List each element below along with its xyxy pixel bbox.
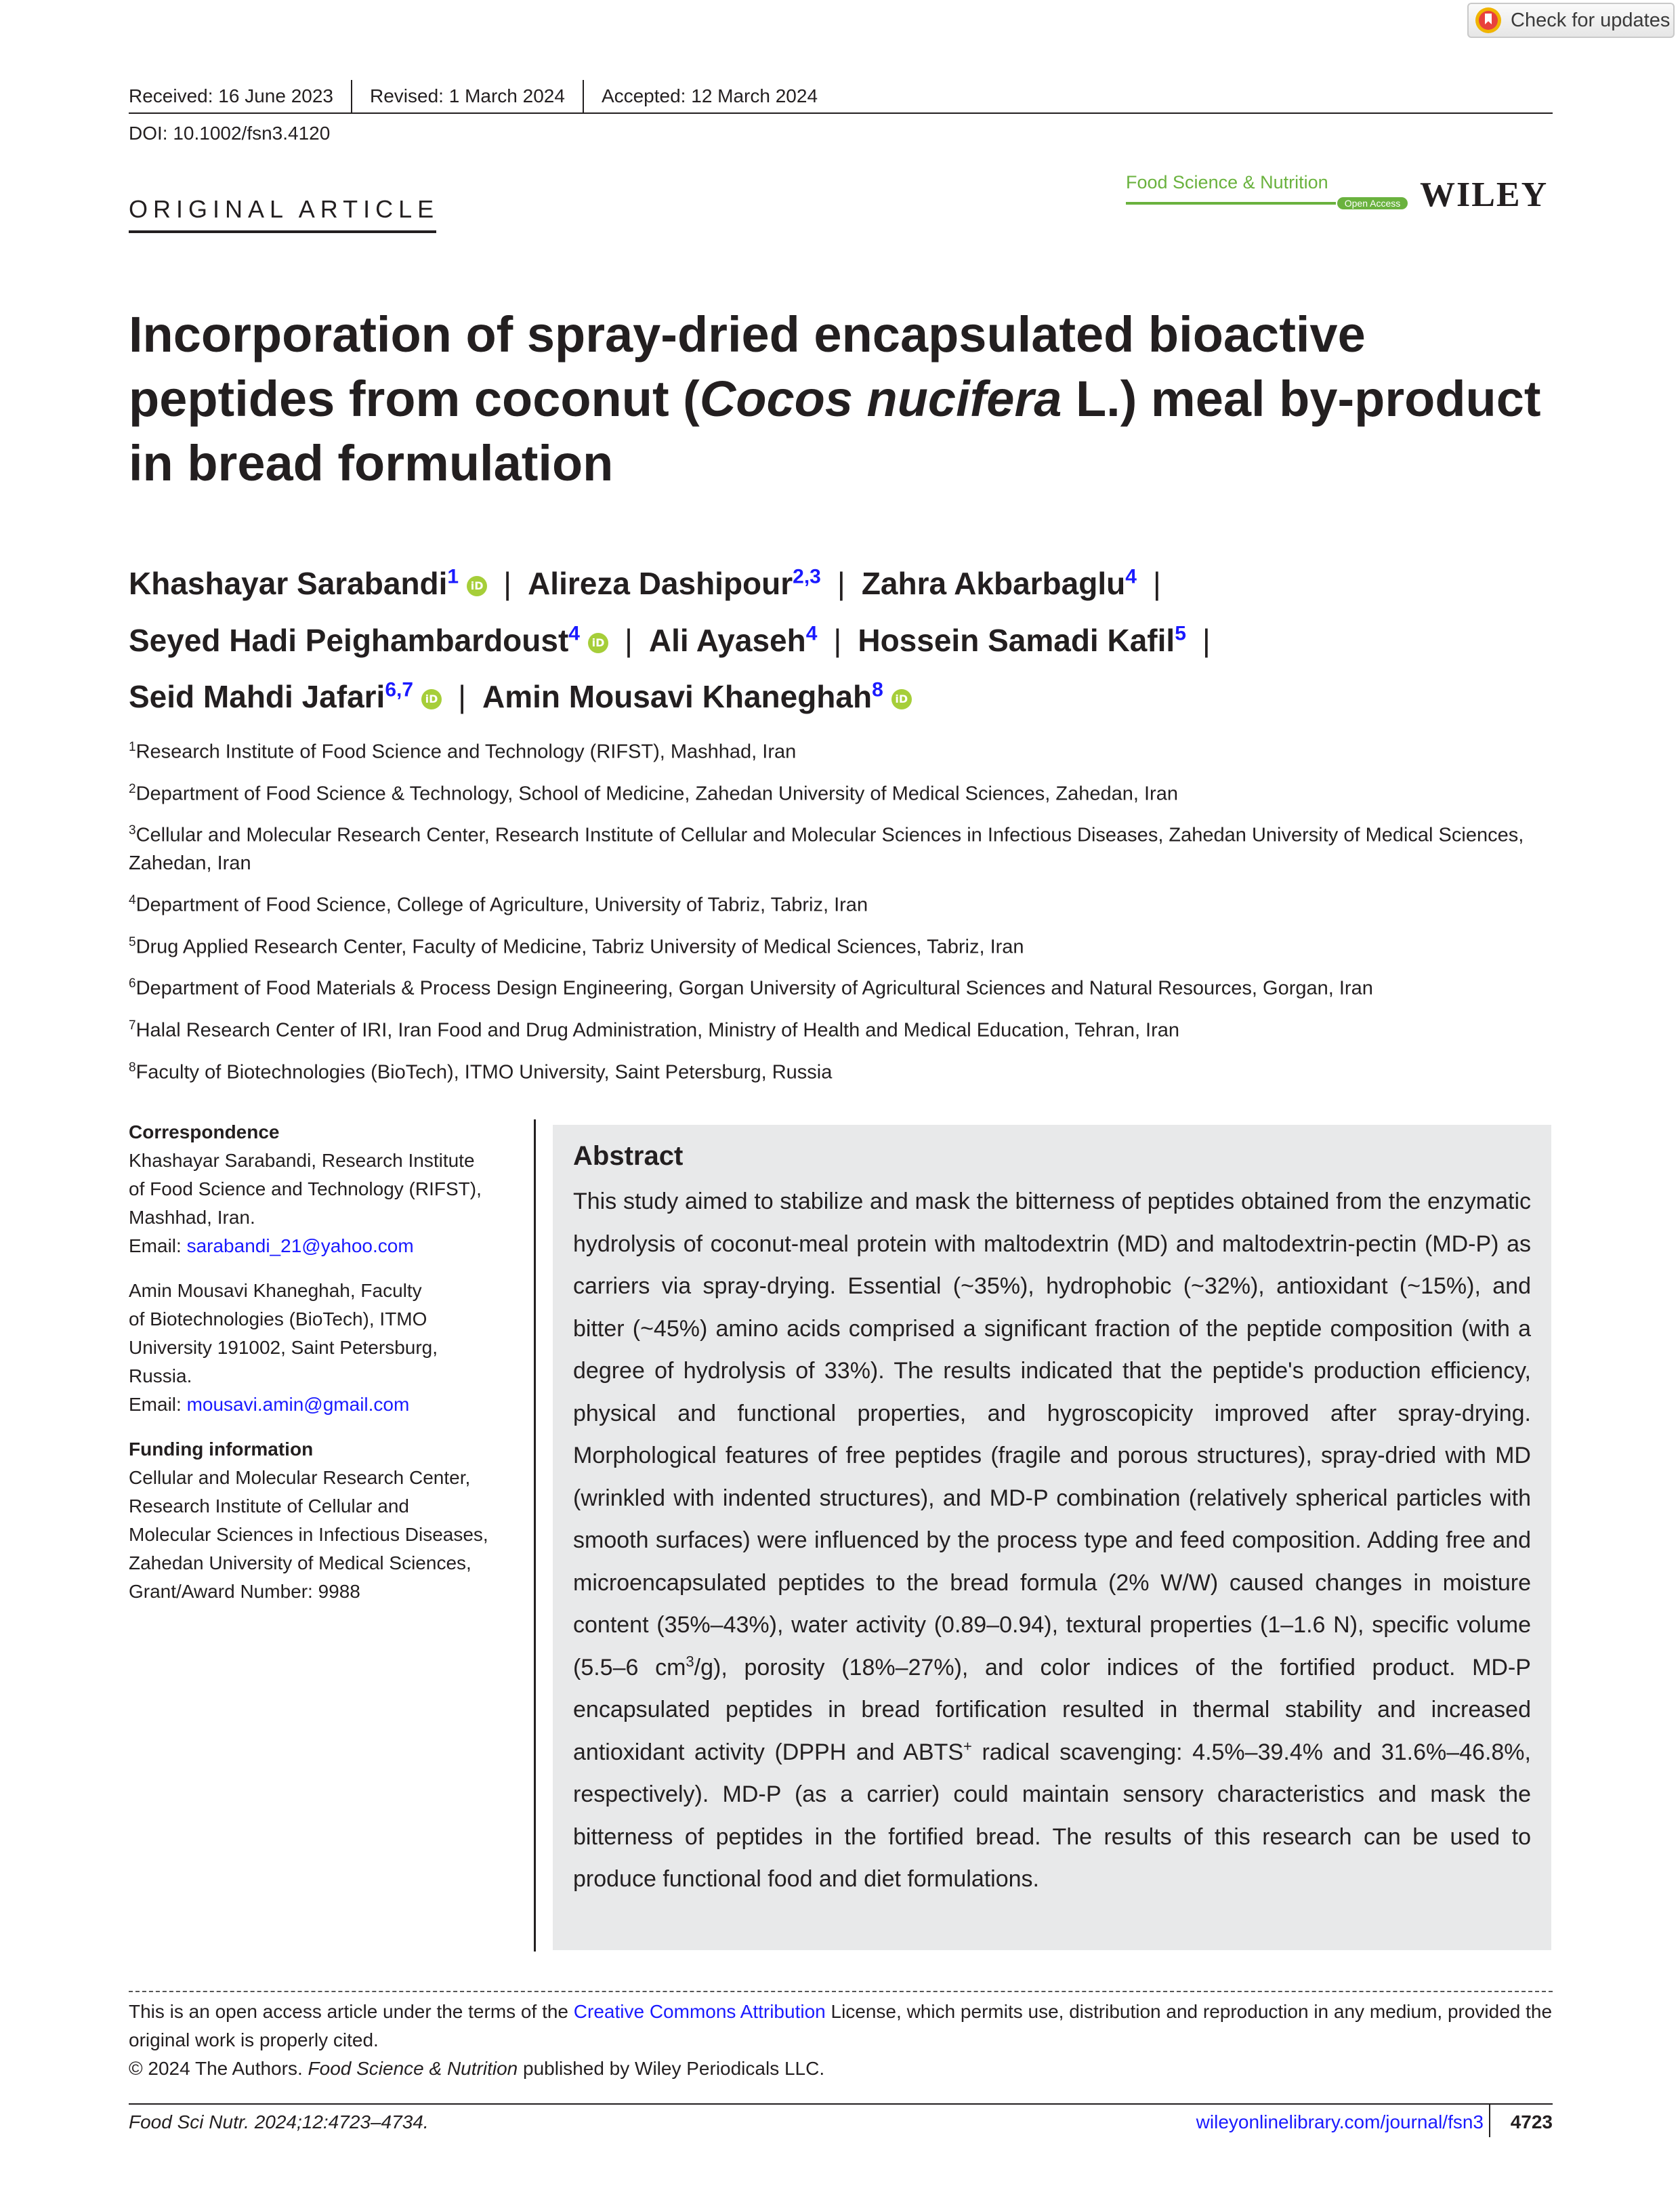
check-for-updates-button[interactable] [1467, 3, 1675, 38]
correspondence-email-row: Email: sarabandi_21@yahoo.com [129, 1235, 414, 1256]
journal-name[interactable]: Food Science & Nutrition [1126, 172, 1328, 192]
author-separator: | [624, 622, 633, 658]
journal-url-link[interactable]: wileyonlinelibrary.com/journal/fsn3 [1196, 2111, 1484, 2132]
article-dates [129, 80, 835, 112]
author-akbarbaglu[interactable]: Zahra Akbarbaglu$^4$ [861, 566, 1137, 602]
funding-heading: Funding information [129, 1439, 314, 1460]
doi[interactable]: DOI: 10.1002/fsn3.4120 [129, 123, 331, 144]
correspondence-line: University 191002, Saint Petersburg, [129, 1337, 438, 1358]
column-divider [534, 1119, 536, 1952]
correspondence-line: Mashhad, Iran. [129, 1207, 255, 1228]
article-title: Incorporation of spray-dried encapsulated bioactive peptides from coconut (Cocos nucifera L.) meal by-product in bread formulation [129, 306, 1541, 491]
journal-citation: Food Sci Nutr. 2024;12:4723–4734. [129, 2111, 429, 2132]
affiliation: $^8$Faculty of Biotechnologies (BioTech), ITMO University, Saint Petersburg, Russia [129, 1060, 833, 1083]
author-peighambardoust[interactable]: Seyed Hadi Peighambardoust$^4$ iD [129, 623, 608, 658]
author-separator: | [833, 622, 842, 658]
correspondence-column [129, 1118, 522, 1606]
author-jafari[interactable]: Seid Mahdi Jafari$^{6,7}$ iD [129, 679, 442, 714]
affiliation: $^2$Department of Food Science & Technology, School of Medicine, Zahedan University of Medical Sciences, Zahedan, Iran [129, 781, 1178, 805]
abstract-heading: Abstract [573, 1141, 684, 1171]
author-ayaseh[interactable]: Ali Ayaseh$^4$ [648, 622, 818, 658]
revised-date: Revised: 1 March 2024 [370, 85, 565, 106]
meta-divider [351, 80, 352, 112]
orcid-icon[interactable]: iD [421, 689, 442, 709]
correspondence-line: Amin Mousavi Khaneghah, Faculty [129, 1280, 422, 1301]
license-divider [129, 1991, 1553, 1992]
license-notice: This is an open access article under the terms of the Creative Commons Attribution License, which permits use, distribution and reproduction in any medium, provided the original work is properly cited. © 2024 The Authors. Food Science & Nutrition published by Wiley Periodicals LLC. [129, 1998, 1558, 2083]
check-for-updates-label: Check for updates [1511, 9, 1671, 31]
publisher-logo[interactable]: WILEY [1420, 176, 1549, 214]
correspondence-line: of Food Science and Technology (RIFST), [129, 1178, 482, 1199]
open-access-badge: Open Access [1337, 197, 1408, 209]
article-type-underline [129, 230, 436, 233]
funding-line: Cellular and Molecular Research Center, [129, 1467, 471, 1488]
affiliation: $^1$Research Institute of Food Science and Technology (RIFST), Mashhad, Iran [129, 740, 797, 763]
funding-line: Research Institute of Cellular and [129, 1495, 409, 1516]
correspondence-line: Russia. [129, 1365, 192, 1386]
funding-line: Molecular Sciences in Infectious Diseases, [129, 1524, 488, 1545]
meta-divider [583, 80, 584, 112]
species-name: Cocos nucifera [699, 371, 1062, 427]
author-separator: | [1152, 566, 1161, 602]
affiliation: $^6$Department of Food Materials & Process Design Engineering, Gorgan University of Agricultural Sciences and Natural Resources, Gorgan, Iran [129, 976, 1373, 999]
footer-rule [129, 2103, 1553, 2105]
header-rule [129, 112, 1553, 114]
page-number: 4723 [1510, 2111, 1553, 2132]
affiliations [129, 733, 1558, 1095]
correspondence-heading: Correspondence [129, 1121, 280, 1142]
affiliation: $^7$Halal Research Center of IRI, Iran Food and Drug Administration, Ministry of Health and Medical Education, Tehran, Iran [129, 1018, 1180, 1041]
author-dashipour[interactable]: Alireza Dashipour$^{2,3}$ [528, 566, 821, 602]
footer-divider [1489, 2105, 1490, 2137]
funding-line: Grant/Award Number: 9988 [129, 1581, 360, 1602]
orcid-icon[interactable]: iD [467, 576, 487, 596]
article-type: ORIGINAL ARTICLE [129, 195, 440, 223]
correspondence-email-row: Email: mousavi.amin@gmail.com [129, 1394, 410, 1415]
received-date: Received: 16 June 2023 [129, 85, 333, 106]
accepted-date: Accepted: 12 March 2024 [601, 85, 818, 106]
author-list [129, 552, 1565, 722]
author-sarabandi[interactable]: Khashayar Sarabandi$^1$ iD [129, 566, 487, 601]
email-link-khaneghah[interactable]: mousavi.amin@gmail.com [186, 1394, 410, 1415]
affiliation: $^3$Cellular and Molecular Research Center, Research Institute of Cellular and Molecular Sciences in Infectious Diseases, Zahedan University of Medical Sciences, Zahedan, Iran [129, 823, 1524, 874]
author-khaneghah[interactable]: Amin Mousavi Khaneghah$^8$ iD [482, 679, 912, 714]
correspondence-line: Khashayar Sarabandi, Research Institute [129, 1150, 475, 1171]
journal-bar [1126, 202, 1336, 205]
affiliation: $^5$Drug Applied Research Center, Faculty of Medicine, Tabriz University of Medical Sciences, Tabriz, Iran [129, 934, 1024, 958]
copyright: © 2024 The Authors. Food Science & Nutrition published by Wiley Periodicals LLC. [129, 2058, 825, 2079]
author-separator: | [1202, 622, 1211, 658]
author-separator: | [458, 678, 467, 714]
author-separator: | [837, 566, 845, 602]
abstract-text: This study aimed to stabilize and mask the bitterness of peptides obtained from the enzymatic hydrolysis of coconut-meal protein with maltodextrin (MD) and maltodextrin-pectin (MD-P) as carriers via spray-drying. Essential (~35%), hydrophobic (~32%), antioxidant (~15%), and bitter (~45%) amino acids comprised a significant fraction of the peptide composition (with a degree of hydrolysis of 33%). The results indicated that the peptide's production efficiency, physical and functional properties, and hygroscopicity improved after spray-drying. Morphological features of free peptides (fragile and porous structures), spray-dried with MD (wrinkled with indented structures), and MD-P combination (relatively spherical particles with smooth surfaces) were influenced by the process type and feed composition. Adding free and microencapsulated peptides to the bread formula (2% W/W) caused changes in moisture content (35%–43%), water activity (0.89–0.94), textural properties (1–1.6 N), specific volume (5.5–6 $cm^3/g$), porosity (18%–27%), and color indices of the fortified product. MD-P encapsulated peptides in bread fortification resulted in thermal stability and increased antioxidant activity (DPPH and ABTS+ radical scavenging: 4.5%–39.4% and 31.6%–46.8%, respectively). MD-P (as a carrier) could maintain sensory characteristics and mask the bitterness of peptides in the fortified bread. The results of this research can be used to produce functional food and diet formulations. [573, 1189, 1531, 1892]
author-separator: | [503, 566, 512, 602]
cc-license-link[interactable]: Creative Commons Attribution [573, 2001, 826, 2022]
affiliation: $^4$Department of Food Science, College of Agriculture, University of Tabriz, Tabriz, Iran [129, 892, 868, 916]
funding-line: Zahedan University of Medical Sciences, [129, 1552, 471, 1573]
email-link-sarabandi[interactable]: sarabandi_21@yahoo.com [186, 1235, 414, 1256]
orcid-icon[interactable]: iD [891, 689, 912, 709]
bookmark-icon [1475, 7, 1501, 33]
orcid-icon[interactable]: iD [588, 633, 608, 653]
author-kafil[interactable]: Hossein Samadi Kafil$^5$ [858, 622, 1186, 658]
correspondence-line: of Biotechnologies (BioTech), ITMO [129, 1308, 427, 1329]
